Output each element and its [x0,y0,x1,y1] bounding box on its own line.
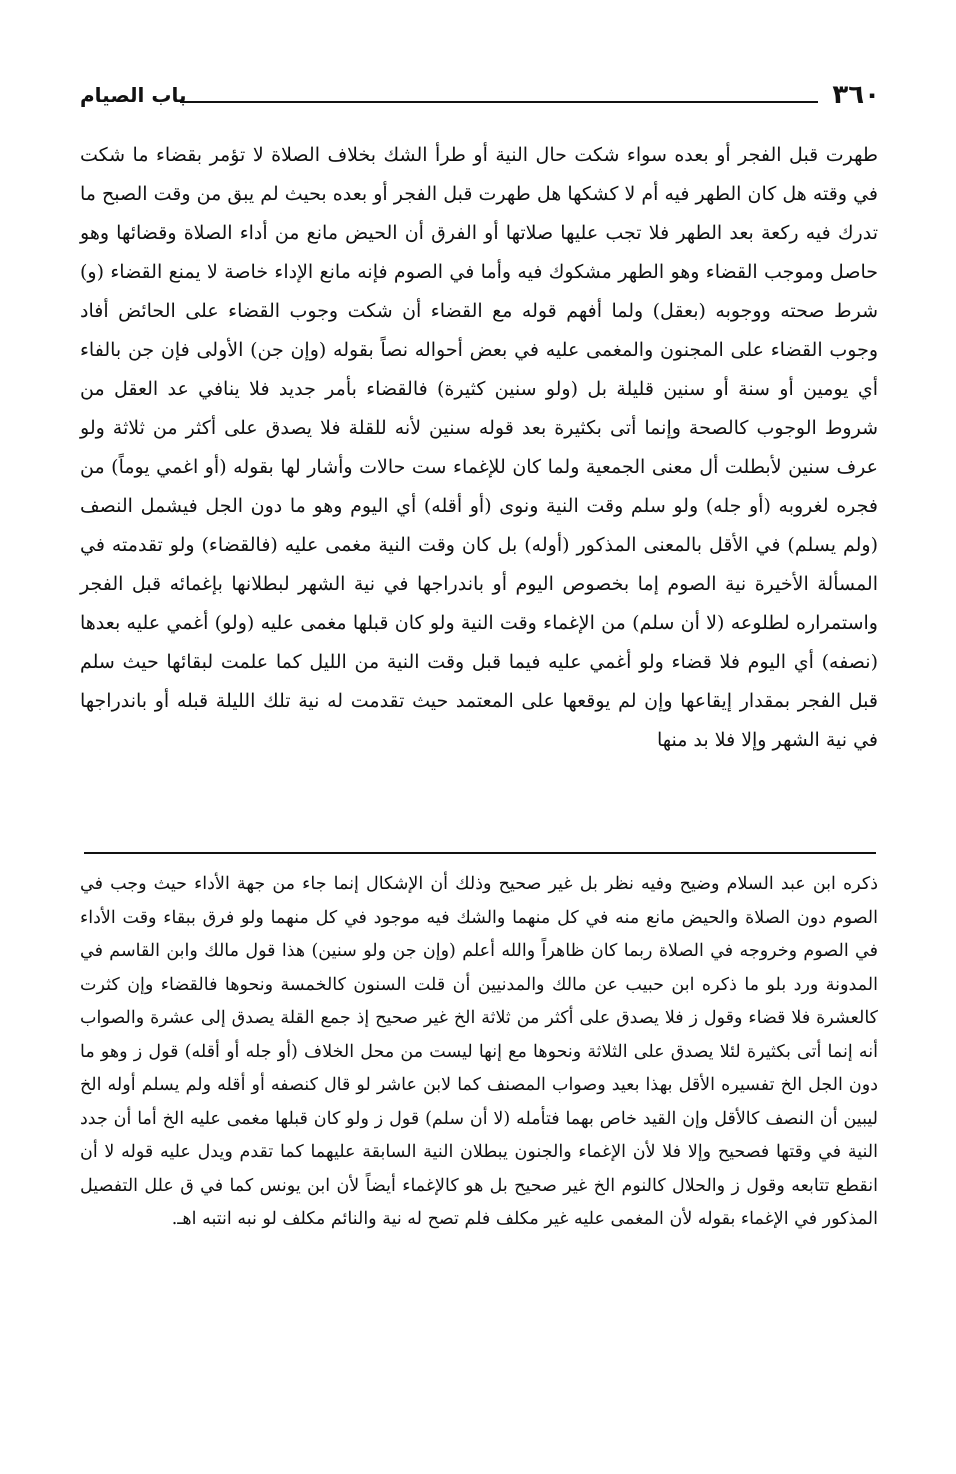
footnotes-block [80,868,878,1237]
chapter-title: باب الصيام [80,83,187,107]
main-paragraph: طهرت قبل الفجر أو بعده سواء شكت حال النية أو طرأ الشك بخلاف الصلاة لا تؤمر بقضاء ما شكت في وقته هل كان الطهر فيه أم لا كشكها هل طهرت قبل الفجر أو بعده بحيث لم يبق من وقت الصبح ما تدرك فيه ركعة بعد الطهر فلا تجب عليها صلاتها أو الفرق أن الحيض مانع من أداء الصلاة وقضائها وهو حاصل وموجب القضاء وهو الطهر مشكوك فيه وأما في الصوم فإنه مانع الإداء خاصة لا يمنع القضاء (و) شرط صحته ووجوبه (بعقل) ولما أفهم قوله مع القضاء أن شكت وجوب القضاء على الحائض أفاد وجوب القضاء على المجنون والمغمى عليه في بعض أحواله نصاً بقوله (وإن جن) الأولى فإن جن بالفاء أي يومين أو سنة أو سنين قليلة بل (ولو سنين كثيرة) فالقضاء بأمر جديد فلا ينافي عد العقل من شروط الوجوب كالصحة وإنما أتى بكثيرة بعد قوله سنين لأنه للقلة فلا يصدق على أكثر من ثلاثة ولو عرف سنين لأبطلت أل معنى الجمعية ولما كان للإغماء ست حالات وأشار لها بقوله (أو اغمي يوماً) من فجره لغروبه (أو جله) ولو سلم وقت النية ونوى (أو أقله) أي اليوم وهو ما دون الجل فيشمل النصف (ولم يسلم) في الأقل بالمعنى المذكور (أوله) بل كان وقت النية مغمى عليه (فالقضاء) ولو تقدمته في المسألة الأخيرة نية الصوم إما بخصوص اليوم أو باندراجها في نية الشهر لبطلانها بإغمائه قبل الفجر واستمراره لطلوعه (لا أن سلم) من الإغماء وقت النية ولو كان قبلها مغمى عليه (ولو) أغمي عليه بعدها (نصفه) أي اليوم فلا قضاء ولو أغمي عليه فيما قبل وقت النية من الليل كما علمت لبقائها حيث سلم قبل الفجر بمقدار إيقاعها وإن لم يوقعها على المعتمد حيث تقدمت له نية تلك الليلة قبله أو باندراجها في نية الشهر وإلا فلا بد منها [80,144,878,751]
header-rule [180,101,818,103]
footnote-separator [84,852,876,854]
page-number: ٣٦٠ [832,80,880,110]
footnote-paragraph: ذكره ابن عبد السلام وضيح وفيه نظر بل غير صحيح وذلك أن الإشكال إنما جاء من جهة الأداء حيث وجب في الصوم دون الصلاة والحيض مانع منه في كل منهما والشك فيه موجود في كل منهما ولو فرق ببقاء وقت الأداء في الصوم وخروجه في الصلاة ربما كان ظاهراً والله أعلم (وإن جن ولو سنين) هذا قول مالك وابن القاسم في المدونة ورد بلو ما ذكره ابن حبيب عن مالك والمدنيين أن قلت السنون كالخمسة ونحوها فالقضاء وإن كثرت كالعشرة فلا قضاء وقول ز فلا يصدق على أكثر من ثلاثة الخ غير صحيح إذ جمع القلة يصدق إلى عشرة والصواب أنه إنما أتى بكثيرة لئلا يصدق على الثلاثة ونحوها مع إنها ليست من محل الخلاف (أو جله أو أقله) قول ز وهو ما دون الجل الخ تفسيره الأقل بهذا بعيد وصواب المصنف كما لابن عاشر لو قال كنصفه أو أقله ولم يسلم أوله الخ ليبين أن النصف كالأقل وإن القيد خاص بهما فتأمله (لا أن سلم) قول ز ولو كان قبلها مغمى عليه الخ أما أن جدد النية في وقتها فصحيح وإلا فلا لأن الإغماء والجنون يبطلان النية السابقة عليهما كما تقدم ويدل عليه قوله لا أن انقطع تتابعه وقول ز والحلال كالنوم الخ غير صحيح بل هو كالإغماء أيضاً لأن ابن يونس كما في ق علل التفصيل المذكور في الإغماء بقوله لأن المغمى عليه غير مكلف فلم تصح له نية والنائم مكلف لو نبه انتبه اهـ. [80,874,878,1229]
main-text-block [80,136,878,760]
page-header [80,78,880,114]
